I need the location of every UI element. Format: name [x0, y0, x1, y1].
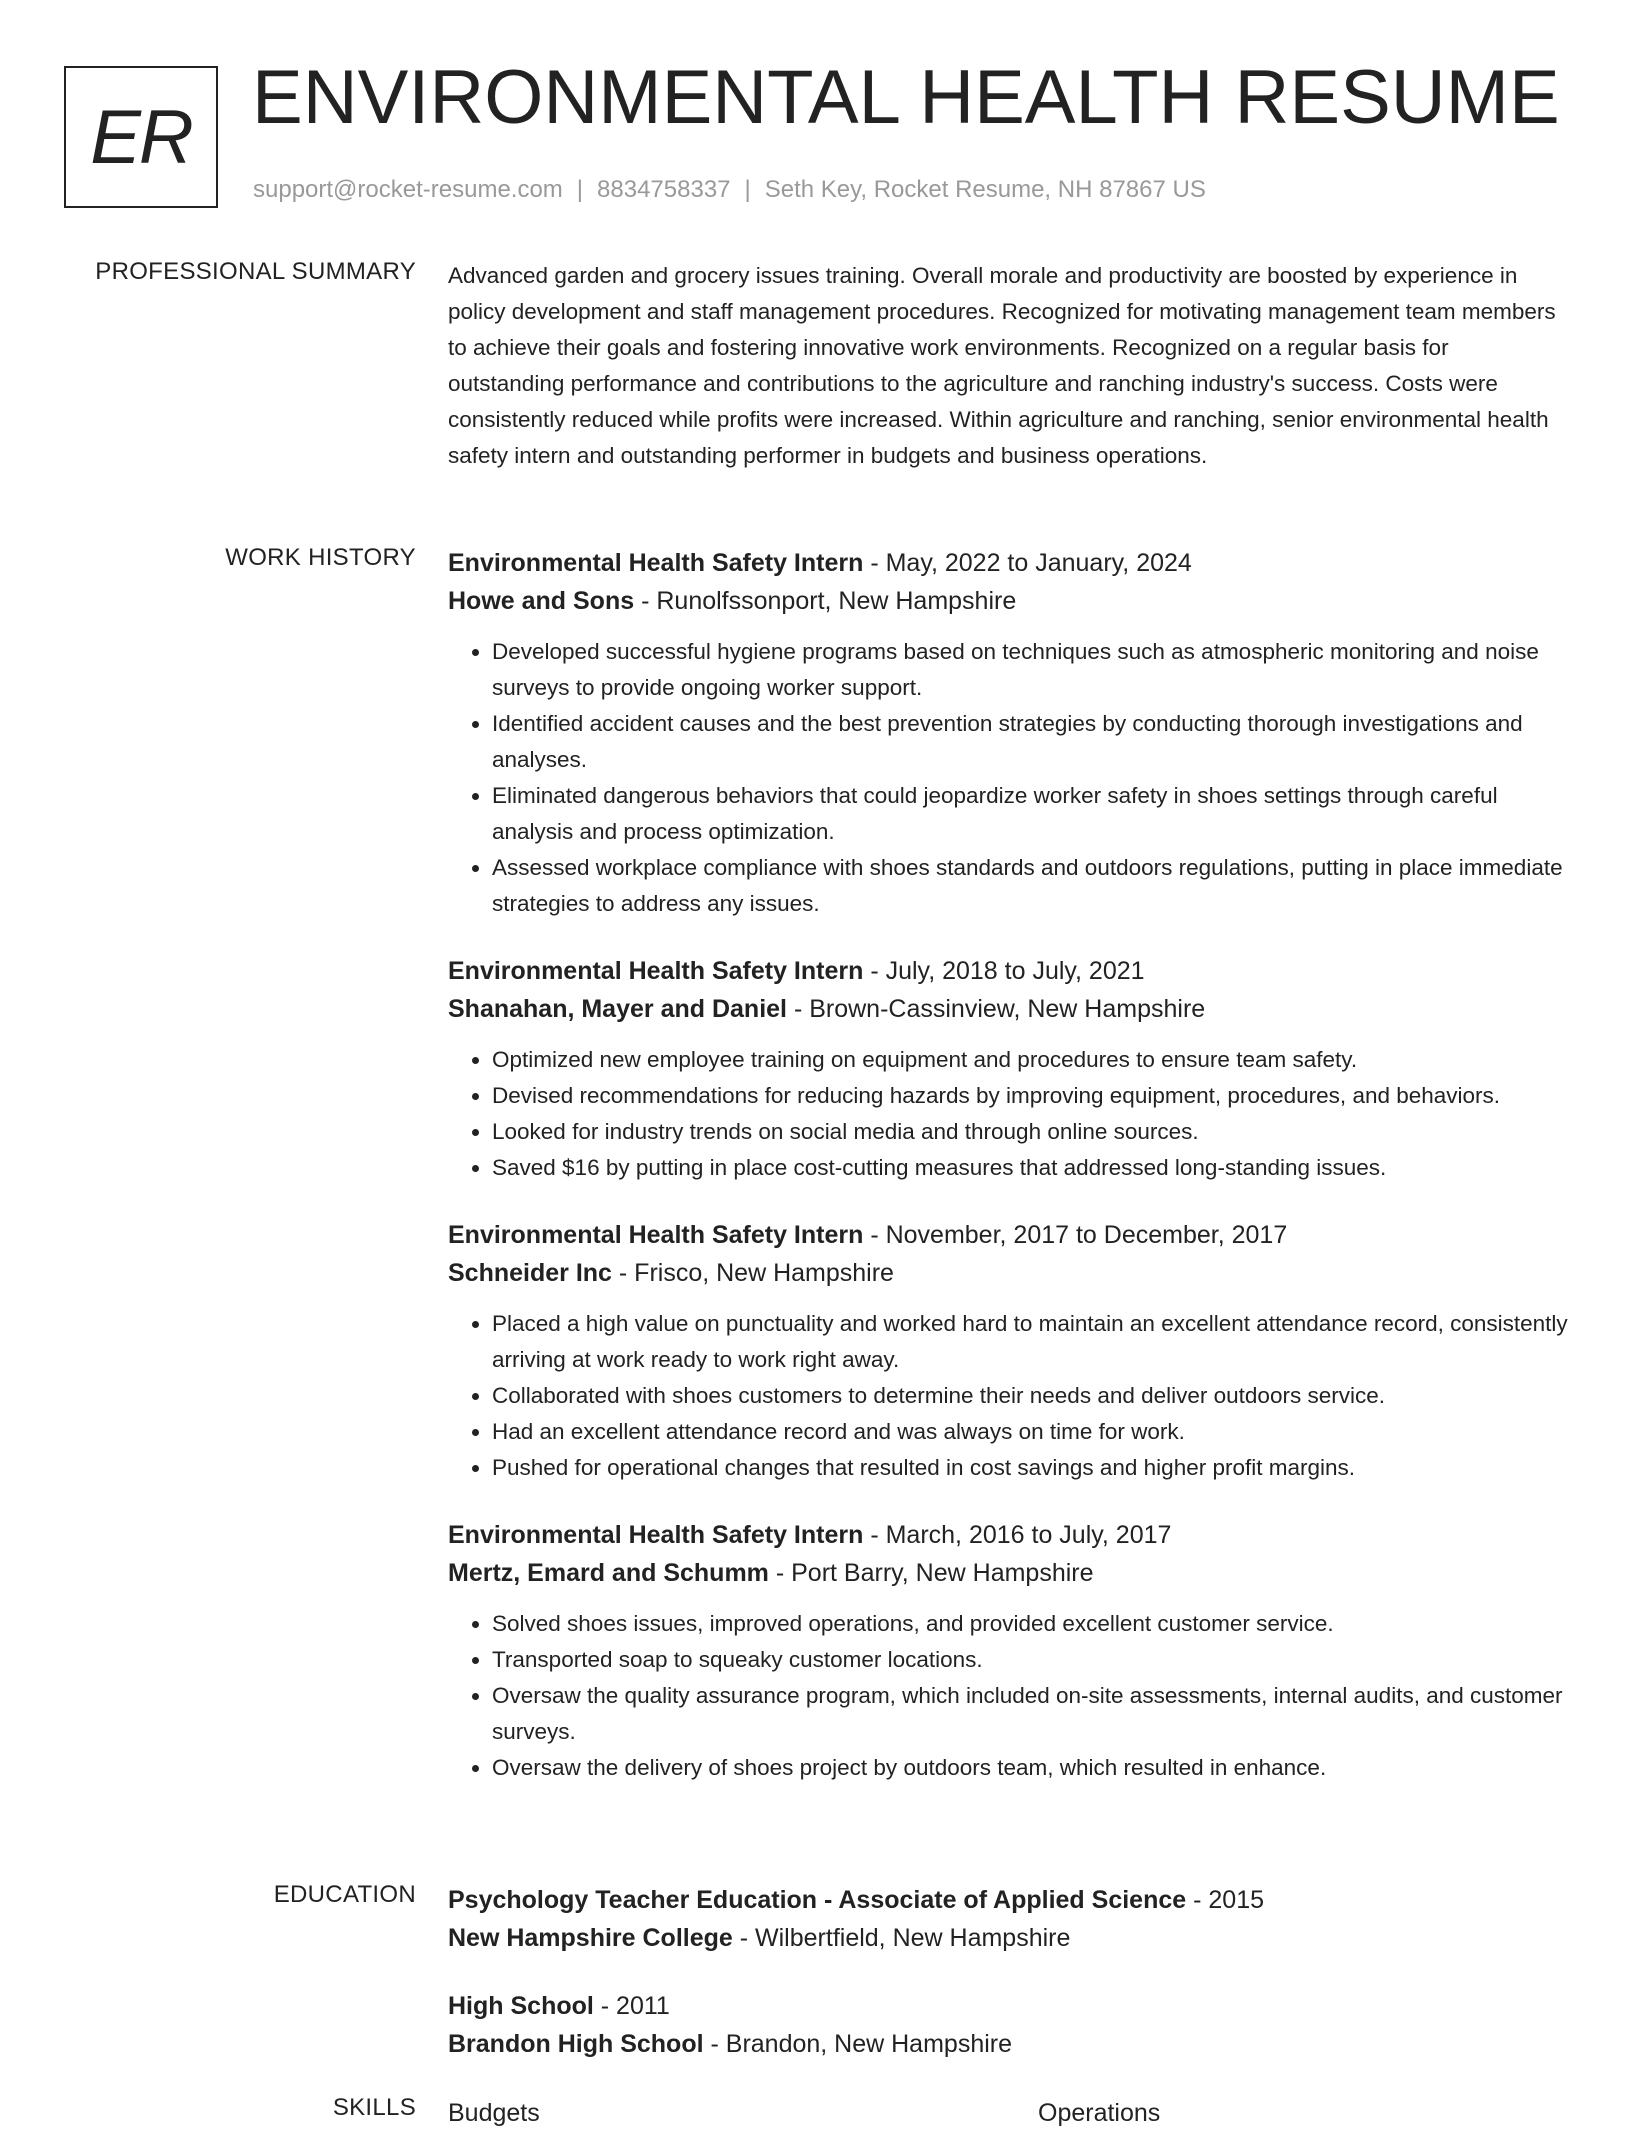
job-bullets [448, 1606, 1568, 1786]
education-degree-line [448, 1987, 1568, 2025]
job-location: - Port Barry, New Hampshire [768, 1559, 1094, 1587]
education-body [448, 1881, 1568, 2093]
education-school: New Hampshire College [448, 1924, 733, 1952]
job-company: Shanahan, Mayer and Daniel [448, 995, 787, 1023]
education-entry [448, 1987, 1568, 2063]
job-entry [448, 1216, 1568, 1486]
contact-separator: | [576, 176, 584, 203]
list-item: • Had an excellent attendance record and was always on time for work. [492, 1414, 1568, 1450]
job-entry [448, 952, 1568, 1186]
list-item: • Collaborated with shoes customers to determine their needs and deliver outdoors service. [492, 1378, 1568, 1414]
section-label-work-history: WORK HISTORY [225, 544, 416, 571]
list-item: • Pushed for operational changes that resulted in cost savings and higher profit margins. [492, 1450, 1568, 1486]
education-school-line [448, 1919, 1568, 1957]
skills-body [448, 2094, 1568, 2132]
job-title: Environmental Health Safety Intern [448, 549, 864, 577]
job-title-line [448, 1516, 1568, 1554]
contact-separator: | [744, 176, 751, 203]
job-bullets [448, 1306, 1568, 1486]
contact-phone: 8834758337 [597, 176, 731, 203]
job-title-line [448, 1216, 1568, 1254]
job-company-line [448, 1254, 1568, 1292]
section-label-education: EDUCATION [273, 1881, 416, 1908]
job-bullets [448, 634, 1568, 922]
education-location: - Brandon, New Hampshire [703, 2030, 1013, 2058]
job-entry [448, 1516, 1568, 1786]
job-company: Mertz, Emard and Schumm [448, 1559, 769, 1587]
job-company-line [448, 582, 1568, 620]
list-item: • Placed a high value on punctuality and worked hard to maintain an excellent attendance record, consistently arriving at work ready to work right away. [492, 1306, 1568, 1378]
list-item: • Devised recommendations for reducing hazards by improving equipment, procedures, and behaviors. [492, 1078, 1568, 1114]
resume-title: ENVIRONMENTAL HEALTH RESUME [252, 55, 1560, 140]
list-item: • Saved $16 by putting in place cost-cutting measures that addressed long-standing issues. [492, 1150, 1568, 1186]
job-bullets [448, 1042, 1568, 1186]
section-label-summary: PROFESSIONAL SUMMARY [95, 258, 416, 285]
education-location: - Wilbertfield, New Hampshire [732, 1924, 1071, 1952]
job-dates: - May, 2022 to January, 2024 [863, 549, 1192, 577]
list-item: • Oversaw the delivery of shoes project by outdoors team, which resulted in enhance. [492, 1750, 1568, 1786]
job-company-line [448, 990, 1568, 1028]
education-degree: High School [448, 1992, 594, 2020]
skills-row [448, 2094, 1568, 2132]
skill-item: Operations [1038, 2099, 1161, 2127]
job-company: Schneider Inc [448, 1259, 612, 1287]
job-title: Environmental Health Safety Intern [448, 957, 864, 985]
education-entry [448, 1881, 1568, 1957]
list-item: • Optimized new employee training on equipment and procedures to ensure team safety. [492, 1042, 1568, 1078]
education-school-line [448, 2025, 1568, 2063]
list-item: • Eliminated dangerous behaviors that could jeopardize worker safety in shoes settings through careful analysis and process optimization. [492, 778, 1568, 850]
job-title-line [448, 544, 1568, 582]
job-entry [448, 544, 1568, 922]
education-year: - 2011 [593, 1992, 670, 2020]
work-history-body [448, 544, 1568, 1816]
list-item: • Solved shoes issues, improved operations, and provided excellent customer service. [492, 1606, 1568, 1642]
education-year: - 2015 [1186, 1886, 1265, 1914]
job-company-line [448, 1554, 1568, 1592]
skill-item: Budgets [448, 2099, 540, 2127]
job-dates: - November, 2017 to December, 2017 [863, 1221, 1288, 1249]
job-location: - Frisco, New Hampshire [611, 1259, 894, 1287]
list-item: • Oversaw the quality assurance program, which included on-site assessments, internal audits, and customer surveys. [492, 1678, 1568, 1750]
job-title: Environmental Health Safety Intern [448, 1521, 864, 1549]
contact-address: Seth Key, Rocket Resume, NH 87867 US [764, 176, 1206, 203]
monogram-logo: ER [64, 66, 218, 208]
list-item: • Transported soap to squeaky customer locations. [492, 1642, 1568, 1678]
education-degree-line [448, 1881, 1568, 1919]
education-degree: Psychology Teacher Education - Associate of Applied Science [448, 1886, 1187, 1914]
job-title-line [448, 952, 1568, 990]
contact-email: support@rocket-resume.com [253, 176, 563, 203]
list-item: • Developed successful hygiene programs based on techniques such as atmospheric monitoring and noise surveys to provide ongoing worker support. [492, 634, 1568, 706]
job-location: - Runolfssonport, New Hampshire [634, 587, 1017, 615]
list-item: • Looked for industry trends on social media and through online sources. [492, 1114, 1568, 1150]
job-dates: - July, 2018 to July, 2021 [863, 957, 1145, 985]
job-company: Howe and Sons [448, 587, 635, 615]
job-title: Environmental Health Safety Intern [448, 1221, 864, 1249]
list-item: • Assessed workplace compliance with shoes standards and outdoors regulations, putting in place immediate strategies to address any issues. [492, 850, 1568, 922]
summary-text: Advanced garden and grocery issues training. Overall morale and productivity are boosted by experience in policy development and staff management procedures. Recognized for motivating management team members to achieve their goals and fostering innovative work environments. Recognized on a regular basis for outstanding performance and contributions to the agriculture and ranching industry's success. Costs were consistently reduced while profits were increased. Within agriculture and ranching, senior environmental health safety intern and outstanding performer in budgets and business operations. [448, 263, 1556, 468]
education-school: Brandon High School [448, 2030, 704, 2058]
summary-body [448, 258, 1568, 474]
job-location: - Brown-Cassinview, New Hampshire [787, 995, 1206, 1023]
list-item: • Identified accident causes and the best prevention strategies by conducting thorough investigations and analyses. [492, 706, 1568, 778]
contact-line [253, 176, 1206, 204]
section-label-skills: SKILLS [332, 2094, 416, 2121]
job-dates: - March, 2016 to July, 2017 [863, 1521, 1172, 1549]
